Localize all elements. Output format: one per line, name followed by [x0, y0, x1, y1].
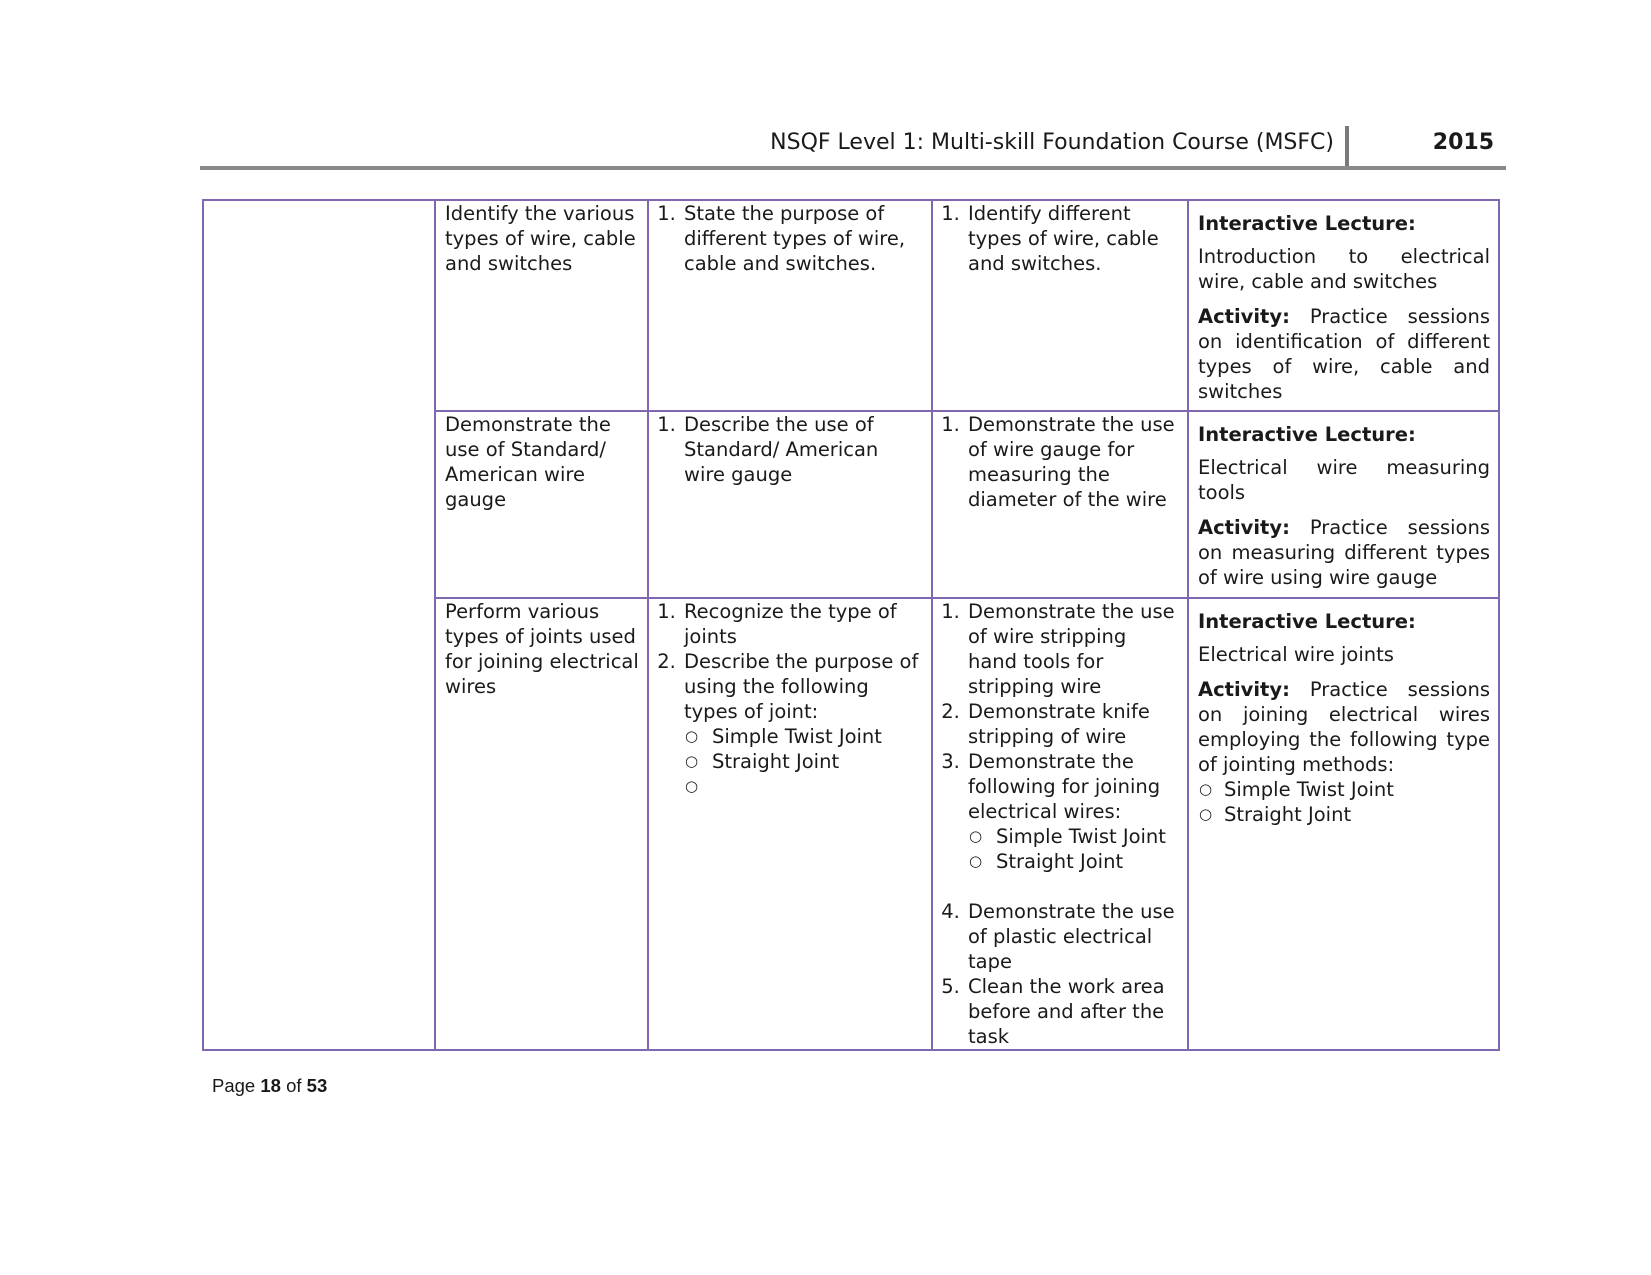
- list-item: 1. Demonstrate the use of wire stripping hand tools for stripping wire: [966, 599, 1179, 699]
- joint-type-item: ○ Simple Twist Joint: [994, 824, 1179, 849]
- list-item: 1. Demonstrate the use of wire gauge for measuring the diameter of the wire: [966, 412, 1179, 512]
- outcome-text: Demonstrate the use of Standard/ American wire gauge: [445, 413, 611, 511]
- method-cell: [1188, 598, 1499, 1050]
- activity-text: Practice sessions on measuring different types of wire using wire gauge: [1198, 516, 1490, 589]
- theory-cell: [648, 598, 932, 1050]
- lecture-label: Interactive Lecture:: [1198, 212, 1416, 235]
- jointing-method-item: ○ Straight Joint: [1224, 802, 1490, 827]
- list-item: [966, 749, 1179, 874]
- theory-list: [658, 201, 923, 276]
- page-footer: [212, 1075, 327, 1097]
- theory-cell: [648, 200, 932, 411]
- page-label: Page: [212, 1075, 256, 1096]
- activity-paragraph: [1198, 515, 1490, 590]
- outcome-text: Perform various types of joints used for joining electrical wires: [445, 600, 639, 698]
- page-total: 53: [306, 1075, 328, 1096]
- header-title: NSQF Level 1: Multi-skill Foundation Course (MSFC): [770, 130, 1334, 155]
- jointing-method-list: [1198, 777, 1490, 827]
- practical-list-continued: [942, 899, 1179, 1049]
- list-item: 1. Identify different types of wire, cable and switches.: [966, 201, 1179, 276]
- method-cell: [1188, 411, 1499, 598]
- activity-label: Activity:: [1198, 678, 1290, 701]
- header-separator: [1345, 126, 1349, 168]
- list-item: 5. Clean the work area before and after the task: [966, 974, 1179, 1049]
- outcome-text: Identify the various types of wire, cable and switches: [445, 202, 636, 275]
- activity-text: Practice sessions on identification of different types of wire, cable and switches: [1198, 305, 1490, 403]
- activity-paragraph: [1198, 677, 1490, 777]
- activity-label: Activity:: [1198, 305, 1290, 328]
- lecture-text: Introduction to electrical wire, cable and switches: [1198, 245, 1490, 293]
- joint-type-item: ○ Straight Joint: [994, 849, 1179, 874]
- lecture-text: Electrical wire measuring tools: [1198, 456, 1490, 504]
- practical-list: [942, 201, 1179, 276]
- list-item: 1. Recognize the type of joints: [682, 599, 923, 649]
- jointing-method-item: ○ Simple Twist Joint: [1224, 777, 1490, 802]
- joint-type-item: ○ Simple Twist Joint: [710, 724, 923, 749]
- list-item-text: Demonstrate the following for joining electrical wires:: [968, 750, 1161, 823]
- outcome-cell: [435, 598, 648, 1050]
- method-cell: [1188, 200, 1499, 411]
- outcome-cell: [435, 411, 648, 598]
- practical-list: [942, 599, 1179, 874]
- practical-cell: [932, 598, 1188, 1050]
- joint-type-item: [710, 774, 923, 799]
- list-item-text: Describe the purpose of using the following types of joint:: [684, 650, 919, 723]
- joint-type-list: [968, 824, 1179, 874]
- page-header: [200, 120, 1506, 172]
- list-gap: [942, 874, 1179, 899]
- activity-text: Practice sessions on joining electrical wires employing the following type of jointing methods:: [1198, 678, 1490, 776]
- lecture-label: Interactive Lecture:: [1198, 423, 1416, 446]
- module-cell: [203, 200, 435, 1050]
- practical-cell: [932, 411, 1188, 598]
- header-year: 2015: [1432, 130, 1494, 155]
- table-row: [203, 200, 1499, 411]
- header-rule: [200, 166, 1506, 170]
- curriculum-table: [202, 199, 1500, 1051]
- page-number: 18: [260, 1075, 281, 1096]
- list-item: 2. Demonstrate knife stripping of wire: [966, 699, 1179, 749]
- theory-cell: [648, 411, 932, 598]
- lecture-label: Interactive Lecture:: [1198, 610, 1416, 633]
- outcome-cell: [435, 200, 648, 411]
- list-item: 1. Describe the use of Standard/ American wire gauge: [682, 412, 923, 487]
- of-label: of: [286, 1075, 302, 1096]
- joint-type-list: [684, 724, 923, 799]
- list-item: [682, 649, 923, 799]
- activity-label: Activity:: [1198, 516, 1290, 539]
- theory-list: [658, 599, 923, 799]
- lecture-text: Electrical wire joints: [1198, 643, 1394, 666]
- practical-cell: [932, 200, 1188, 411]
- joint-type-item: ○ Straight Joint: [710, 749, 923, 774]
- activity-paragraph: [1198, 304, 1490, 404]
- theory-list: [658, 412, 923, 487]
- list-item: 1. State the purpose of different types of wire, cable and switches.: [682, 201, 923, 276]
- list-item: 4. Demonstrate the use of plastic electrical tape: [966, 899, 1179, 974]
- practical-list: [942, 412, 1179, 512]
